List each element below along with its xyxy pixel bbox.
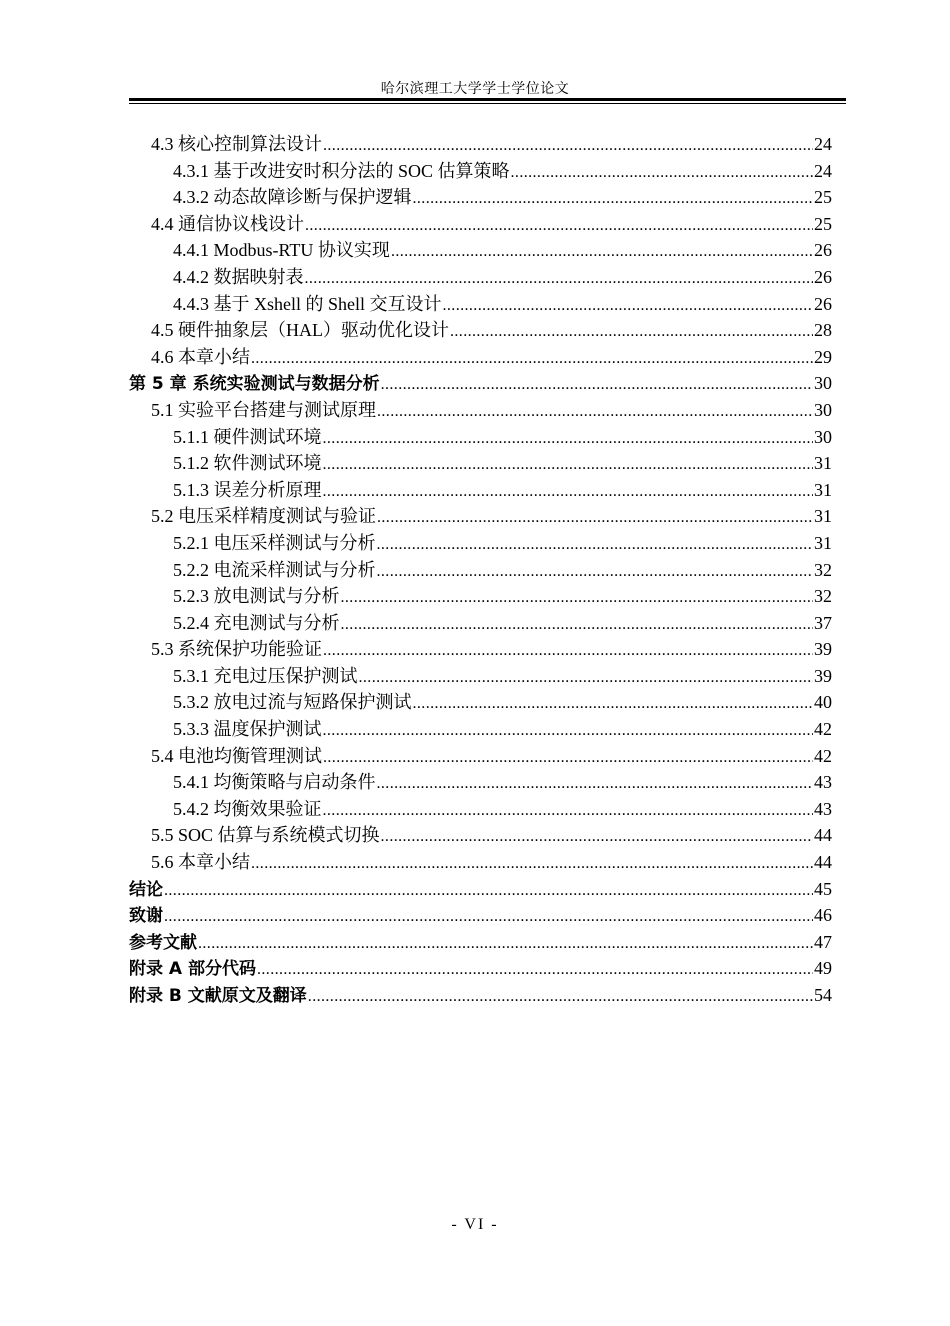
toc-dot-leader (305, 211, 813, 240)
toc-entry-title: 5.3.1 充电过压保护测试 (173, 665, 358, 686)
toc-entry-page: 28 (814, 320, 832, 341)
toc-dot-leader (323, 450, 814, 479)
toc-dot-leader (323, 424, 814, 453)
toc-entry-page: 26 (814, 266, 832, 287)
toc-entry[interactable] (129, 743, 832, 770)
toc-entry-page: 39 (814, 665, 832, 686)
toc-entry-page: 43 (814, 772, 832, 793)
toc-dot-leader (308, 982, 813, 1011)
toc-entry[interactable] (129, 822, 832, 849)
toc-entry-page: 46 (814, 905, 832, 926)
toc-entry-title: 4.3.2 动态故障诊断与保护逻辑 (173, 187, 412, 208)
toc-dot-leader (251, 849, 813, 878)
toc-entry-title: 5.1 实验平台搭建与测试原理 (151, 399, 376, 420)
toc-entry[interactable] (129, 610, 832, 637)
toc-entry-page: 42 (814, 745, 832, 766)
toc-entry-page: 47 (814, 931, 832, 952)
toc-entry-title: 5.5 SOC 估算与系统模式切换 (151, 825, 380, 846)
table-of-contents (129, 131, 832, 1009)
toc-entry-page: 45 (814, 878, 832, 899)
toc-entry-title: 5.2.2 电流采样测试与分析 (173, 559, 376, 580)
toc-entry-page: 30 (814, 373, 832, 394)
toc-entry-title: 5.3.3 温度保护测试 (173, 719, 322, 740)
toc-entry-page: 24 (814, 134, 832, 154)
toc-entry[interactable] (129, 211, 832, 238)
toc-entry[interactable] (129, 982, 832, 1009)
toc-entry-title: 4.3 核心控制算法设计 (151, 134, 322, 154)
toc-entry-page: 39 (814, 639, 832, 660)
toc-entry-title: 5.2.3 放电测试与分析 (173, 586, 340, 607)
toc-entry[interactable] (129, 769, 832, 796)
toc-entry-title: 参考文献 (129, 932, 197, 953)
toc-dot-leader (381, 822, 813, 851)
toc-entry-page: 30 (814, 399, 832, 420)
toc-dot-leader (198, 929, 813, 958)
toc-dot-leader (164, 876, 813, 905)
toc-entry-title: 5.6 本章小结 (151, 852, 250, 873)
toc-entry[interactable] (129, 636, 832, 663)
toc-entry[interactable] (129, 477, 832, 504)
toc-entry[interactable] (129, 796, 832, 823)
toc-entry[interactable] (129, 131, 832, 158)
toc-dot-leader (164, 902, 813, 931)
toc-dot-leader (341, 583, 814, 612)
toc-entry[interactable] (129, 317, 832, 344)
toc-entry-page: 54 (814, 985, 832, 1005)
toc-dot-leader (323, 477, 814, 506)
toc-entry[interactable] (129, 397, 832, 424)
toc-entry-page: 37 (814, 612, 832, 633)
toc-entry[interactable] (129, 264, 832, 291)
toc-entry[interactable] (129, 450, 832, 477)
toc-dot-leader (323, 131, 813, 160)
running-header: 哈尔滨理工大学学士学位论文 (380, 82, 570, 97)
toc-entry-page: 31 (814, 479, 832, 500)
toc-entry-title: 4.3.1 基于改进安时积分法的 SOC 估算策略 (173, 160, 510, 181)
toc-entry-title: 4.4 通信协议栈设计 (151, 213, 304, 234)
toc-dot-leader (323, 743, 813, 772)
toc-entry[interactable] (129, 424, 832, 451)
toc-entry-title: 致谢 (129, 906, 163, 927)
toc-entry[interactable] (129, 689, 832, 716)
toc-entry[interactable] (129, 955, 832, 982)
toc-entry-page: 40 (814, 692, 832, 713)
toc-entry-title: 第 5 章 系统实验测试与数据分析 (129, 374, 380, 395)
toc-entry[interactable] (129, 663, 832, 690)
toc-entry-page: 30 (814, 426, 832, 447)
toc-entry-title: 5.4 电池均衡管理测试 (151, 745, 322, 766)
toc-entry-page: 42 (814, 719, 832, 740)
toc-entry-page: 31 (814, 453, 832, 474)
toc-dot-leader (377, 769, 814, 798)
toc-entry[interactable] (129, 237, 832, 264)
toc-entry-title: 4.4.2 数据映射表 (173, 266, 304, 287)
toc-dot-leader (511, 158, 813, 187)
toc-entry[interactable] (129, 158, 832, 185)
toc-entry-title: 5.2.1 电压采样测试与分析 (173, 532, 376, 553)
toc-entry[interactable] (129, 716, 832, 743)
toc-entry-page: 25 (814, 213, 832, 234)
header-rule-thick (129, 98, 846, 101)
toc-dot-leader (323, 636, 813, 665)
toc-entry-page: 32 (814, 559, 832, 580)
toc-entry-page: 31 (814, 532, 832, 553)
toc-dot-leader (377, 557, 814, 586)
toc-entry-page: 24 (814, 160, 832, 181)
toc-entry-title: 附录 B 文献原文及翻译 (129, 986, 307, 1006)
toc-entry-page: 44 (814, 852, 832, 873)
toc-entry-title: 5.4.2 均衡效果验证 (173, 798, 322, 819)
toc-entry-title: 5.2 电压采样精度测试与验证 (151, 506, 376, 527)
toc-entry-page: 32 (814, 586, 832, 607)
toc-entry-page: 25 (814, 187, 832, 208)
toc-entry[interactable] (129, 902, 832, 929)
toc-dot-leader (251, 344, 813, 373)
toc-entry[interactable] (129, 291, 832, 318)
toc-entry-page: 43 (814, 798, 832, 819)
toc-entry-title: 4.5 硬件抽象层（HAL）驱动优化设计 (151, 320, 449, 341)
toc-dot-leader (413, 184, 814, 213)
toc-dot-leader (377, 397, 813, 426)
toc-dot-leader (443, 291, 814, 320)
page-number: - VI - (451, 1216, 499, 1233)
toc-entry[interactable] (129, 530, 832, 557)
toc-dot-leader (257, 955, 813, 984)
toc-entry[interactable] (129, 184, 832, 211)
toc-dot-leader (377, 530, 814, 559)
toc-entry-page: 29 (814, 346, 832, 367)
toc-dot-leader (341, 610, 814, 639)
toc-dot-leader (323, 716, 814, 745)
toc-dot-leader (359, 663, 814, 692)
toc-entry-page: 49 (814, 958, 832, 979)
toc-dot-leader (377, 503, 813, 532)
toc-entry-title: 5.3 系统保护功能验证 (151, 639, 322, 660)
toc-entry[interactable] (129, 503, 832, 530)
toc-entry-page: 44 (814, 825, 832, 846)
toc-entry-page: 31 (814, 506, 832, 527)
toc-entry[interactable] (129, 557, 832, 584)
header-rule-thin (129, 103, 846, 104)
toc-entry[interactable] (129, 876, 832, 903)
toc-dot-leader (450, 317, 813, 346)
toc-dot-leader (381, 370, 813, 399)
toc-entry[interactable] (129, 370, 832, 397)
toc-entry-title: 5.2.4 充电测试与分析 (173, 612, 340, 633)
toc-entry-page: 26 (814, 240, 832, 261)
toc-entry[interactable] (129, 583, 832, 610)
toc-dot-leader (391, 237, 813, 266)
toc-entry-title: 结论 (129, 879, 163, 900)
toc-entry-title: 5.3.2 放电过流与短路保护测试 (173, 692, 412, 713)
toc-entry[interactable] (129, 344, 832, 371)
toc-entry-title: 4.4.1 Modbus-RTU 协议实现 (173, 240, 390, 261)
toc-entry-title: 4.6 本章小结 (151, 346, 250, 367)
toc-entry[interactable] (129, 929, 832, 956)
toc-entry-title: 5.1.1 硬件测试环境 (173, 426, 322, 447)
toc-entry-title: 5.4.1 均衡策略与启动条件 (173, 772, 376, 793)
toc-dot-leader (323, 796, 814, 825)
toc-entry-page: 26 (814, 293, 832, 314)
toc-entry-title: 附录 A 部分代码 (129, 959, 256, 980)
toc-dot-leader (413, 689, 814, 718)
toc-entry[interactable] (129, 849, 832, 876)
toc-dot-leader (305, 264, 814, 293)
toc-entry-title: 5.1.3 误差分析原理 (173, 479, 322, 500)
toc-entry-title: 4.4.3 基于 Xshell 的 Shell 交互设计 (173, 293, 442, 314)
toc-entry-title: 5.1.2 软件测试环境 (173, 453, 322, 474)
